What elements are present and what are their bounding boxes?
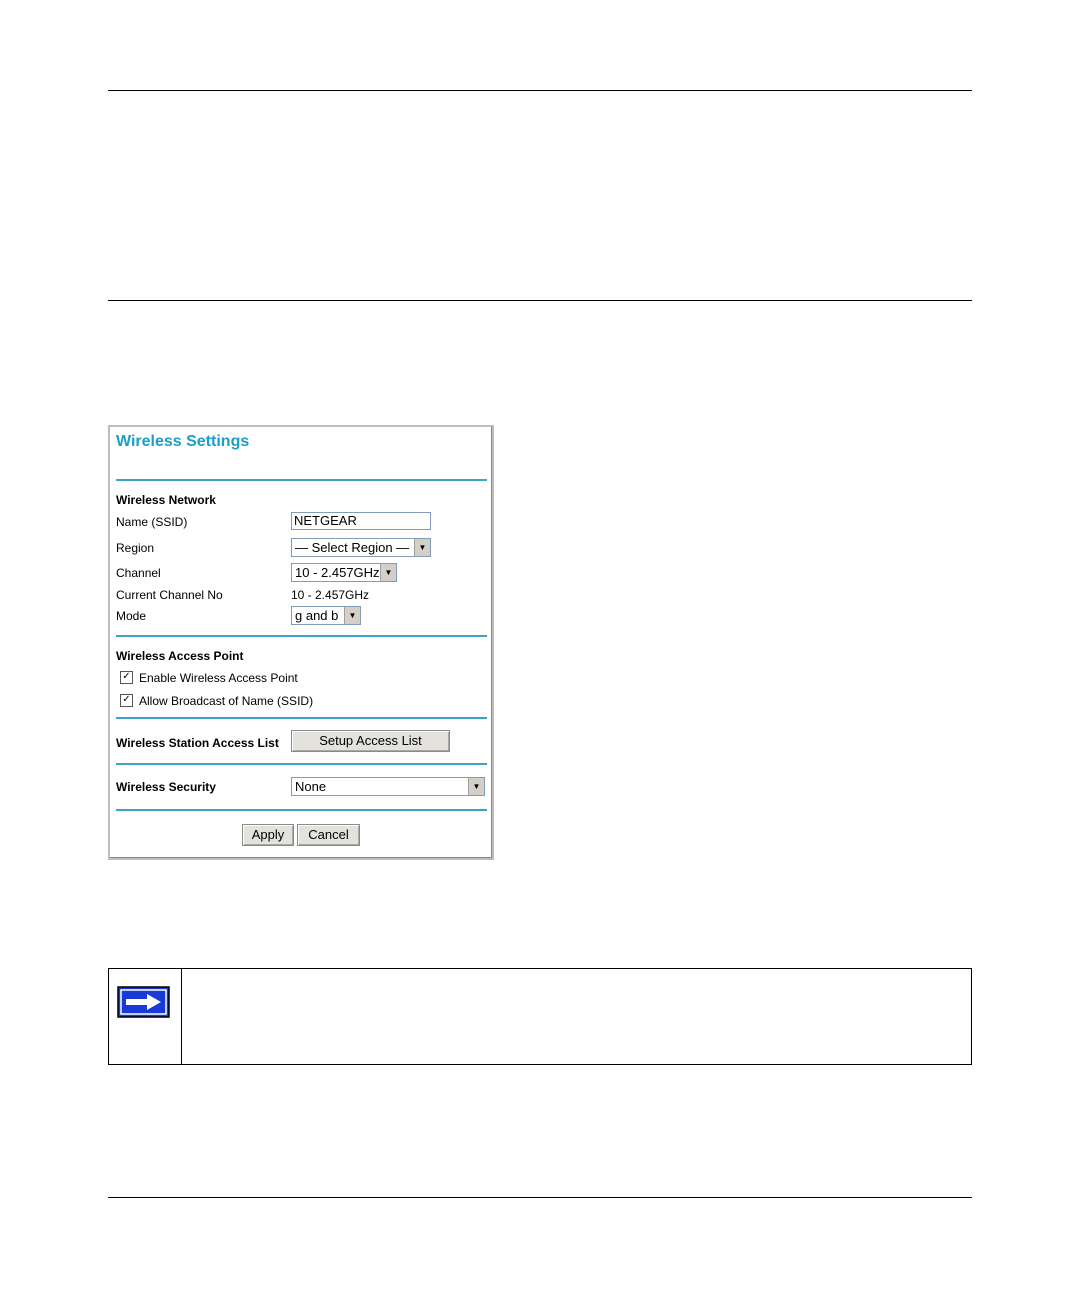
wireless-settings-panel — [108, 425, 494, 860]
separator — [116, 717, 487, 719]
ssid-input[interactable]: NETGEAR — [291, 512, 431, 530]
arrow-right-icon — [117, 986, 170, 1018]
region-select-value: — Select Region — — [295, 540, 410, 555]
channel-select-value: 10 - 2.457GHz — [295, 565, 380, 580]
separator — [116, 635, 487, 637]
note-divider — [181, 969, 182, 1064]
current-channel-label: Current Channel No — [116, 588, 223, 602]
separator — [116, 479, 487, 481]
chevron-down-icon[interactable]: ▼ — [414, 539, 430, 556]
chevron-down-icon[interactable]: ▼ — [344, 607, 360, 624]
cancel-button[interactable]: Cancel — [297, 824, 360, 846]
channel-select[interactable] — [291, 563, 397, 582]
security-select[interactable] — [291, 777, 485, 796]
top-rule — [108, 90, 972, 91]
mode-label: Mode — [116, 609, 147, 623]
chevron-down-icon[interactable]: ▼ — [468, 778, 484, 795]
apply-button[interactable]: Apply — [242, 824, 294, 846]
setup-access-list-button[interactable]: Setup Access List — [291, 730, 450, 752]
mode-select-value: g and b — [295, 608, 339, 623]
region-select[interactable] — [291, 538, 431, 557]
separator — [116, 809, 487, 811]
broadcast-ssid-checkbox[interactable]: ✓ — [120, 694, 133, 707]
enable-access-point-label: Enable Wireless Access Point — [139, 671, 298, 685]
wireless-network-heading: Wireless Network — [116, 493, 216, 507]
section-rule — [108, 300, 972, 301]
bottom-rule — [108, 1197, 972, 1198]
region-label: Region — [116, 541, 155, 555]
note-box — [108, 968, 972, 1065]
chevron-down-icon[interactable]: ▼ — [380, 564, 396, 581]
channel-label: Channel — [116, 566, 161, 580]
enable-access-point-checkbox[interactable]: ✓ — [120, 671, 133, 684]
ssid-label: Name (SSID) — [116, 515, 188, 529]
mode-select[interactable] — [291, 606, 361, 625]
separator — [116, 763, 487, 765]
panel-title: Wireless Settings — [116, 433, 250, 450]
wireless-access-point-heading: Wireless Access Point — [116, 649, 244, 663]
broadcast-ssid-label: Allow Broadcast of Name (SSID) — [139, 694, 314, 708]
current-channel-value: 10 - 2.457GHz — [291, 588, 370, 602]
station-access-heading: Wireless Station Access List — [116, 736, 279, 750]
security-select-value: None — [295, 779, 327, 794]
wireless-security-heading: Wireless Security — [116, 780, 216, 794]
